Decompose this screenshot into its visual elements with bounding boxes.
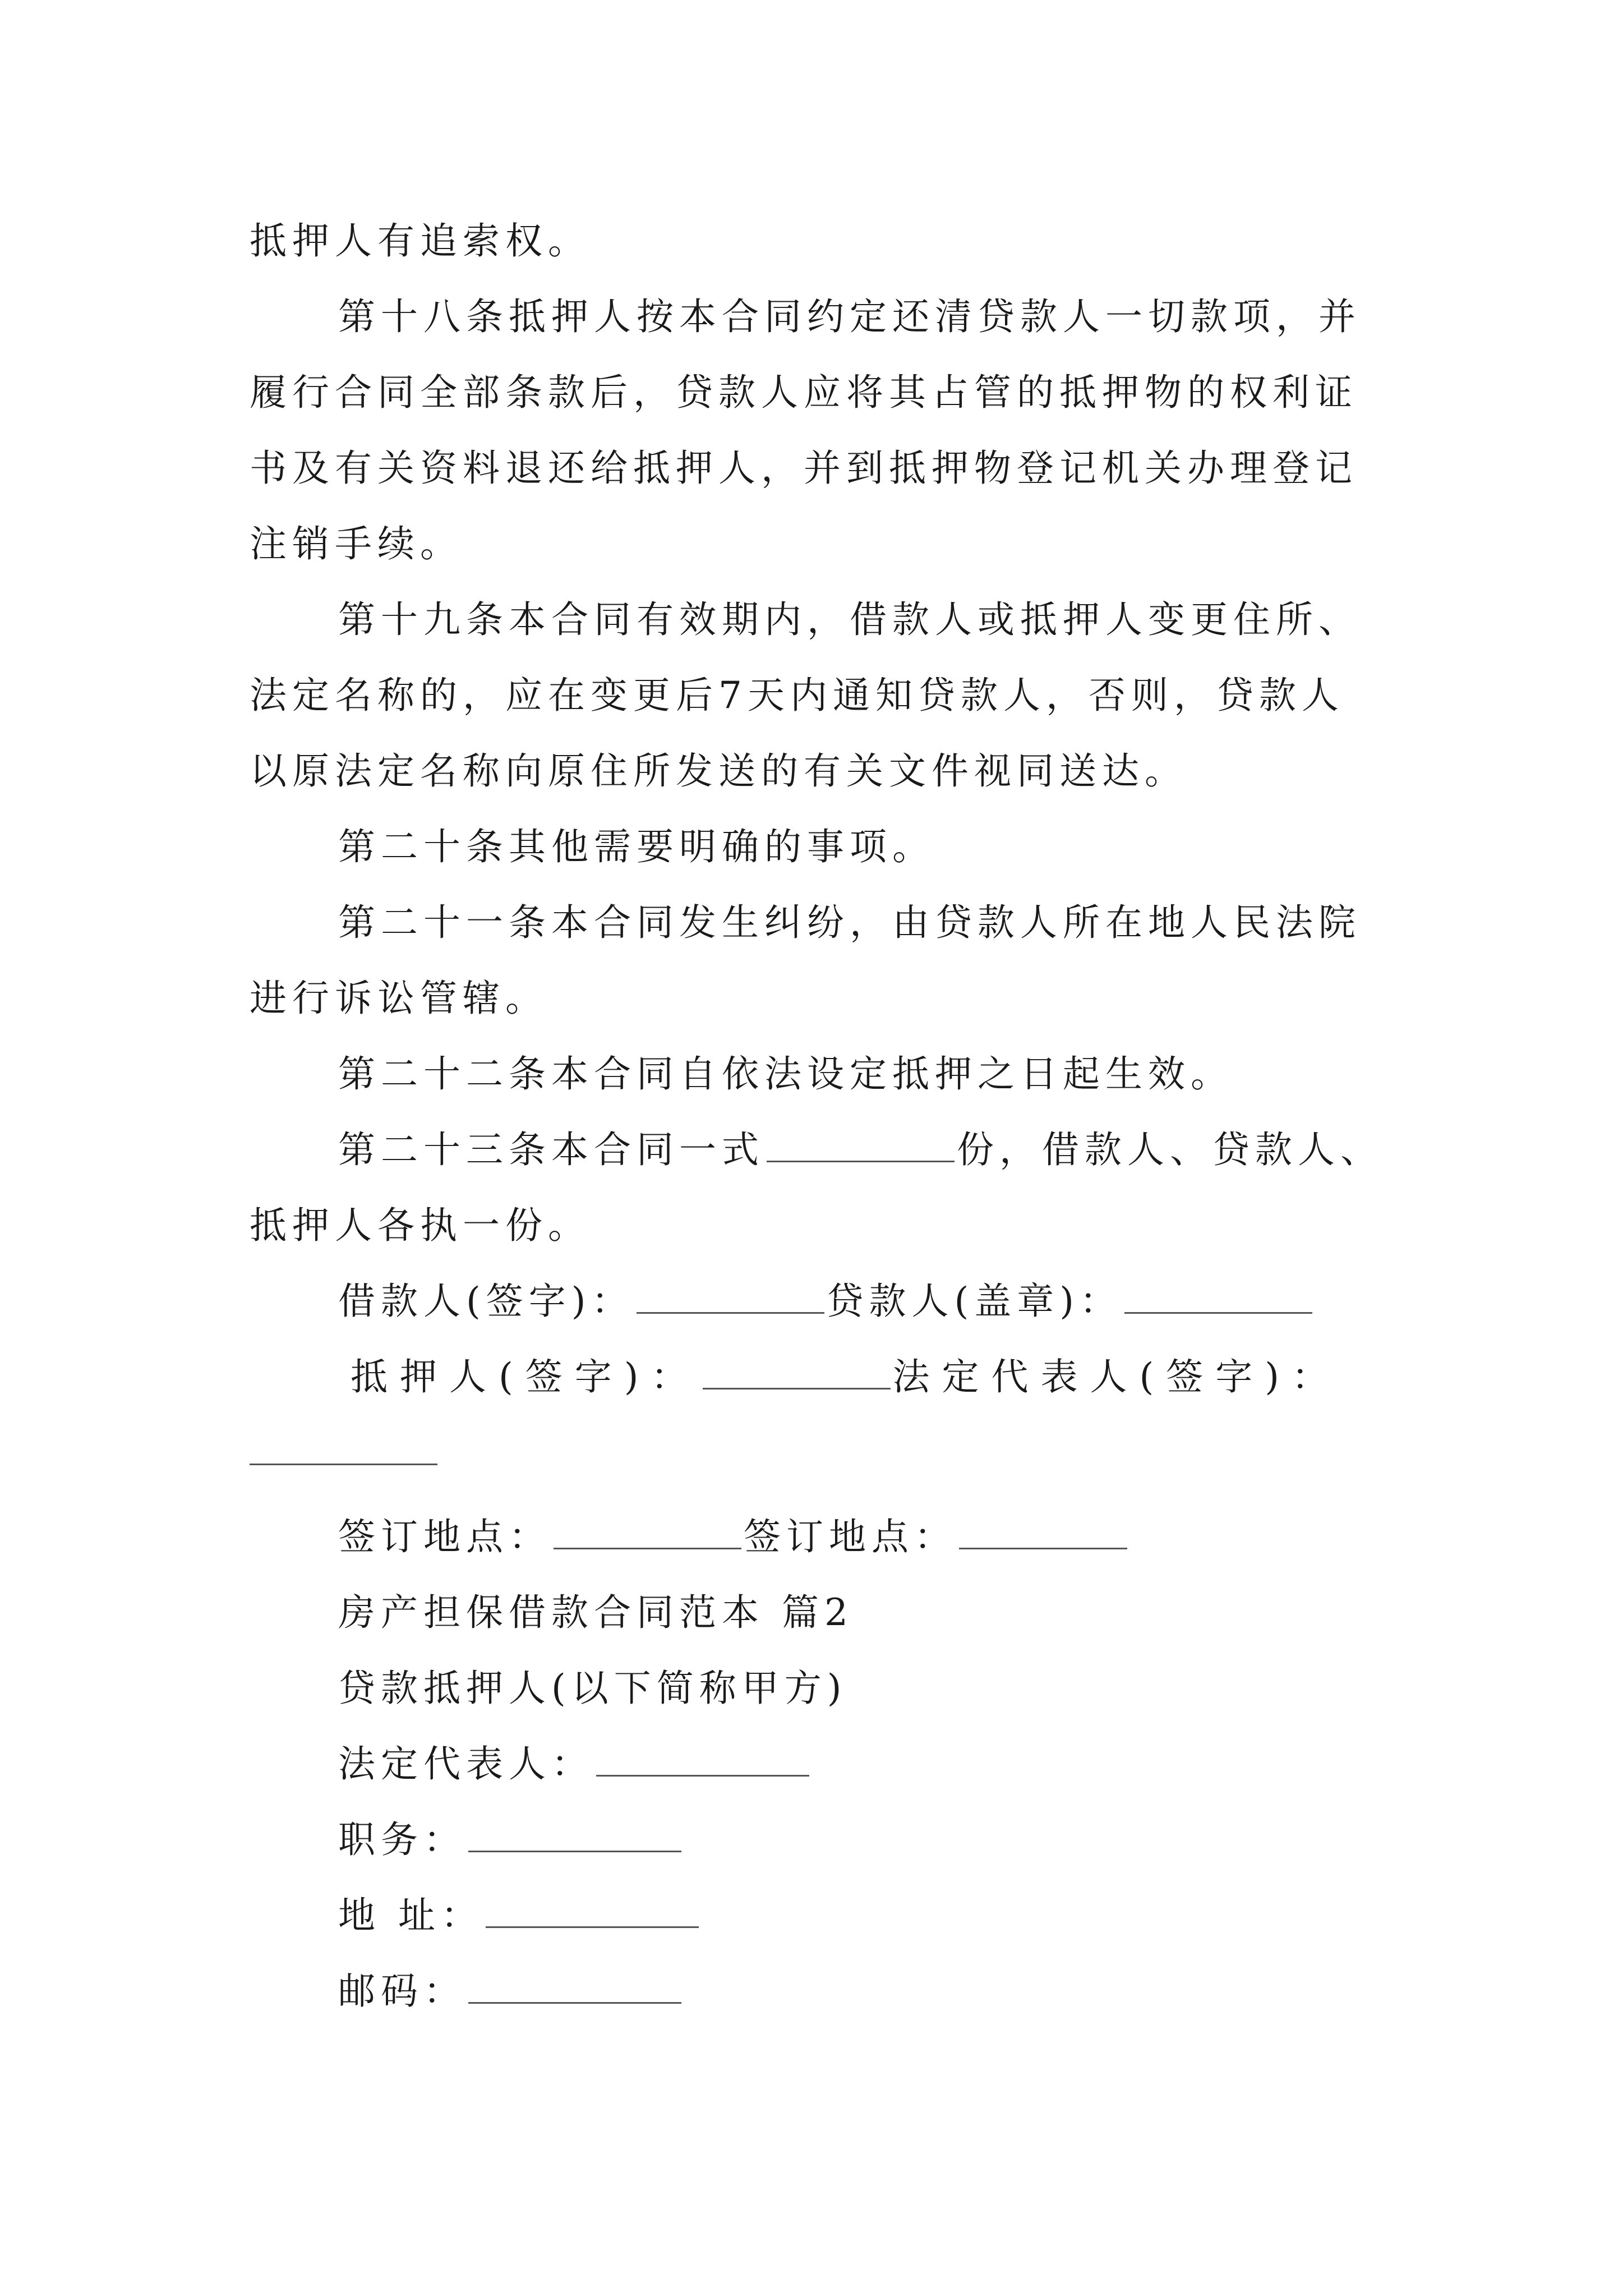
- mortgagor-signature-blank: [703, 1354, 891, 1389]
- article-20: 第二十条其他需要明确的事项。: [338, 825, 935, 868]
- article-18-line-3: 书及有关资料退还给抵押人，并到抵押物登记机关办理登记: [250, 447, 1358, 490]
- legal-rep-signature-label: 法定代表人(签字)：: [892, 1355, 1341, 1398]
- address-label: 地 址：: [338, 1894, 483, 1937]
- mortgagor-signature-label: 抵押人(签字)：: [351, 1355, 700, 1398]
- address-line: [338, 1890, 701, 1941]
- position-blank: [468, 1817, 681, 1852]
- article-19-line-1: 第十九条本合同有效期内，借款人或抵押人变更住所、: [338, 598, 1361, 641]
- signature-line-2: [351, 1352, 1341, 1402]
- article-18-line-4: 注销手续。: [250, 522, 463, 565]
- postcode-blank: [468, 1968, 681, 2004]
- borrower-signature-label: 借款人(签字)：: [338, 1280, 634, 1323]
- text-line: 抵押人有追索权。: [250, 219, 591, 263]
- article-18-line-1: 第十八条抵押人按本合同约定还清贷款人一切款项，并: [338, 295, 1361, 338]
- signing-place-label-1: 签订地点：: [338, 1515, 551, 1558]
- lender-seal-label: 贷款人(盖章)：: [826, 1280, 1122, 1323]
- section-title: 房产担保借款合同范本 篇2: [338, 1591, 854, 1634]
- signing-place-blank-1: [554, 1514, 741, 1549]
- borrower-signature-blank: [637, 1278, 824, 1314]
- position-line: [338, 1815, 684, 1865]
- signature-line-1: [338, 1276, 1315, 1327]
- copies-blank: [767, 1127, 955, 1162]
- article-23-text-b: 份，借款人、贷款人、: [957, 1128, 1383, 1171]
- article-18-line-2: 履行合同全部条款后，贷款人应将其占管的抵押物的权利证: [250, 371, 1358, 414]
- postcode-label: 邮码：: [338, 1970, 466, 2013]
- legal-rep-line: [338, 1739, 811, 1789]
- address-blank: [486, 1893, 699, 1928]
- article-23-line-2: 抵押人各执一份。: [250, 1204, 591, 1247]
- article-22: 第二十二条本合同自依法设定抵押之日起生效。: [338, 1052, 1233, 1096]
- article-21-line-1: 第二十一条本合同发生纠纷，由贷款人所在地人民法院: [338, 901, 1361, 944]
- article-19-line-2: 法定名称的，应在变更后7天内通知贷款人，否则，贷款人: [250, 674, 1344, 717]
- mortgagor-party: 贷款抵押人(以下简称甲方): [338, 1667, 847, 1710]
- article-23-line-1: [338, 1125, 1383, 1175]
- lender-seal-blank: [1124, 1278, 1312, 1314]
- signature-line-2-overflow: [250, 1428, 440, 1478]
- article-21-line-2: 进行诉讼管辖。: [250, 977, 548, 1020]
- signing-place-line: [338, 1512, 1129, 1562]
- legal-rep-signature-blank: [250, 1430, 437, 1465]
- signing-place-blank-2: [959, 1514, 1127, 1549]
- article-19-line-3: 以原法定名称向原住所发送的有关文件视同送达。: [250, 749, 1187, 793]
- postcode-line: [338, 1966, 684, 2017]
- legal-rep-blank: [596, 1741, 809, 1777]
- legal-rep-label: 法定代表人：: [338, 1742, 594, 1786]
- article-23-text-a: 第二十三条本合同一式: [338, 1128, 764, 1171]
- signing-place-label-2: 签订地点：: [744, 1515, 957, 1558]
- position-label: 职务：: [338, 1818, 466, 1861]
